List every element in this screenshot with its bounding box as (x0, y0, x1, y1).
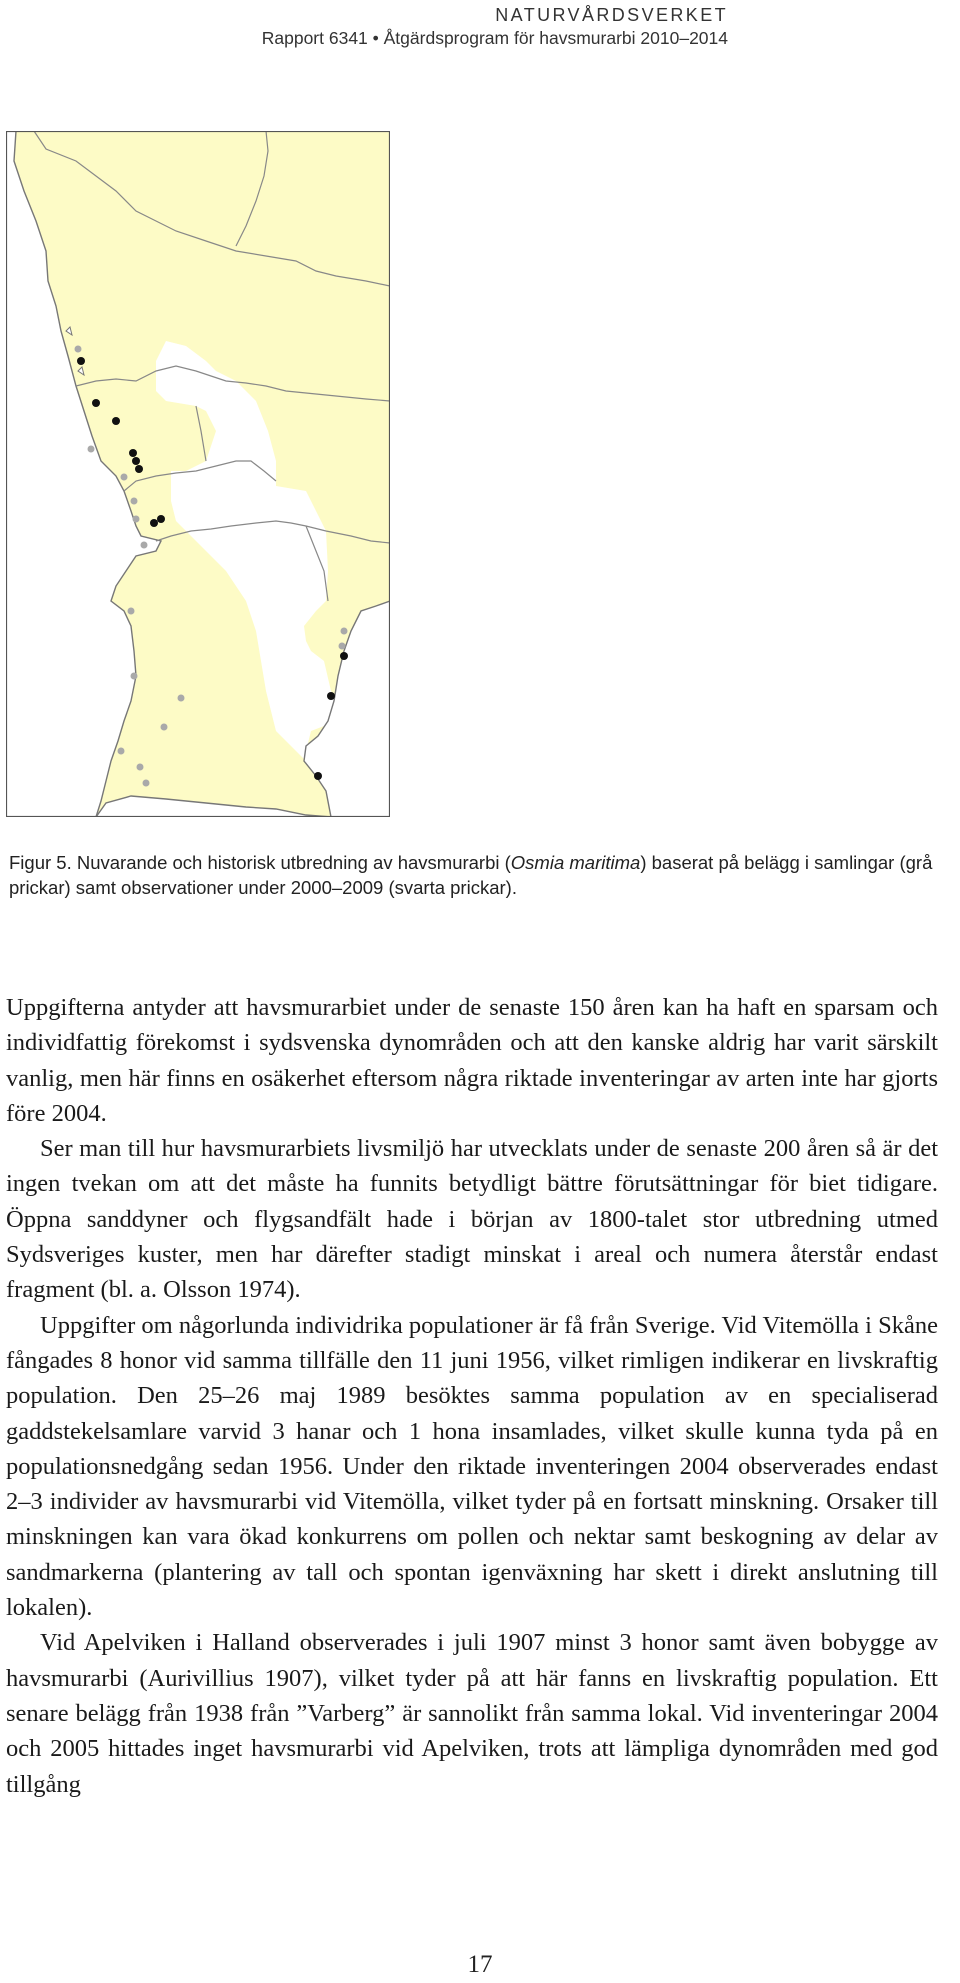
historic-dot (131, 673, 138, 680)
recent-dot (150, 519, 158, 527)
paragraph-1: Uppgifterna antyder att havsmurarbiet under de senaste 150 åren kan ha haft en sparsam och individfattig förekomst i sydsvenska dynområden och att den kanske aldrig har varit särskilt vanlig, men här finns en osäkerhet eftersom några riktade inventeringar av arten inte har gjorts före 2004. (6, 994, 938, 1127)
historic-dot (143, 780, 150, 787)
recent-dot (77, 357, 85, 365)
page-number: 17 (467, 1951, 493, 1978)
recent-dot (157, 515, 165, 523)
historic-dot (178, 695, 185, 702)
recent-dot (314, 772, 322, 780)
historic-dot (88, 446, 95, 453)
historic-dot (128, 608, 135, 615)
historic-dot (133, 516, 140, 523)
distribution-map (6, 131, 390, 817)
body-text (6, 990, 938, 1802)
historic-dot (131, 498, 138, 505)
paragraph-2: Ser man till hur havsmurarbiets livsmiljö har utvecklats under de senaste 200 åren så är det ingen tvekan om att det måste ha funnits betydligt bättre förutsättningar för biet tidigare. Öppna sanddyner och flygsandfält hade i början av 1800-talet stor utbredning utmed Sydsveriges kuster, men har därefter stadigt minskat i areal och numera återstår endast fragment (bl. a. Olsson 1974). (6, 1135, 938, 1304)
historic-dot (141, 542, 148, 549)
figure-caption (9, 850, 954, 900)
caption-species: Osmia maritima (510, 852, 641, 873)
recent-dot (135, 465, 143, 473)
caption-suffix: ) baserat på belägg i samlingar (grå prickar) samt observationer under 2000–2009 (svarta prickar). (9, 852, 933, 898)
report-title: Rapport 6341 • Åtgärdsprogram för havsmurarbi 2010–2014 (261, 28, 728, 48)
paragraph-3: Uppgifter om någorlunda individrika populationer är få från Sverige. Vid Vitemölla i Skåne fångades 8 honor vid samma tillfälle den 11 juni 1956, vilket rimligen indikerar en livskraftig population. Den 25–26 maj 1989 besöktes samma population av en specialiserad gaddstekelsamlare varvid 3 hanar och 1 hona insamlades, vilket skulle kunna tyda på en populationsnedgång sedan 1956. Under den riktade inventeringen 2004 observerades endast 2–3 individer av havsmurarbi vid Vitemölla, vilket tyder på en fortsatt minskning. Orsaker till minskningen kan vara ökad konkurrens om pollen och nektar samt beskogning av delar av sandmarkerna (plantering av tall och spontan igenväxning har skett i direkt anslutning till lokalen). (6, 1311, 938, 1622)
historic-dot (161, 724, 168, 731)
recent-dot (92, 399, 100, 407)
historic-dot (121, 474, 128, 481)
historic-dot (341, 628, 348, 635)
agency-name: NATURVÅRDSVERKET (495, 5, 728, 25)
running-header (262, 4, 728, 50)
historic-dot (339, 643, 346, 650)
recent-dot (132, 457, 140, 465)
recent-dot (112, 417, 120, 425)
recent-dot (340, 652, 348, 660)
caption-prefix: Figur 5. Nuvarande och historisk utbredning av havsmurarbi ( (9, 852, 511, 873)
historic-dot (75, 346, 82, 353)
recent-dot (129, 449, 137, 457)
recent-dot (327, 692, 335, 700)
historic-dot (137, 764, 144, 771)
paragraph-4: Vid Apelviken i Halland observerades i juli 1907 minst 3 honor samt även bobygge av havsmurarbi (Aurivillius 1907), vilket tyder på att här fanns en livskraftig population. Ett senare belägg från 1938 från ”Varberg” är sannolikt från samma lokal. Vid inventeringar 2004 och 2005 hittades inget havsmurarbi vid Apelviken, trots att lämpliga dynområden med god tillgång (6, 1629, 938, 1798)
historic-dot (118, 748, 125, 755)
